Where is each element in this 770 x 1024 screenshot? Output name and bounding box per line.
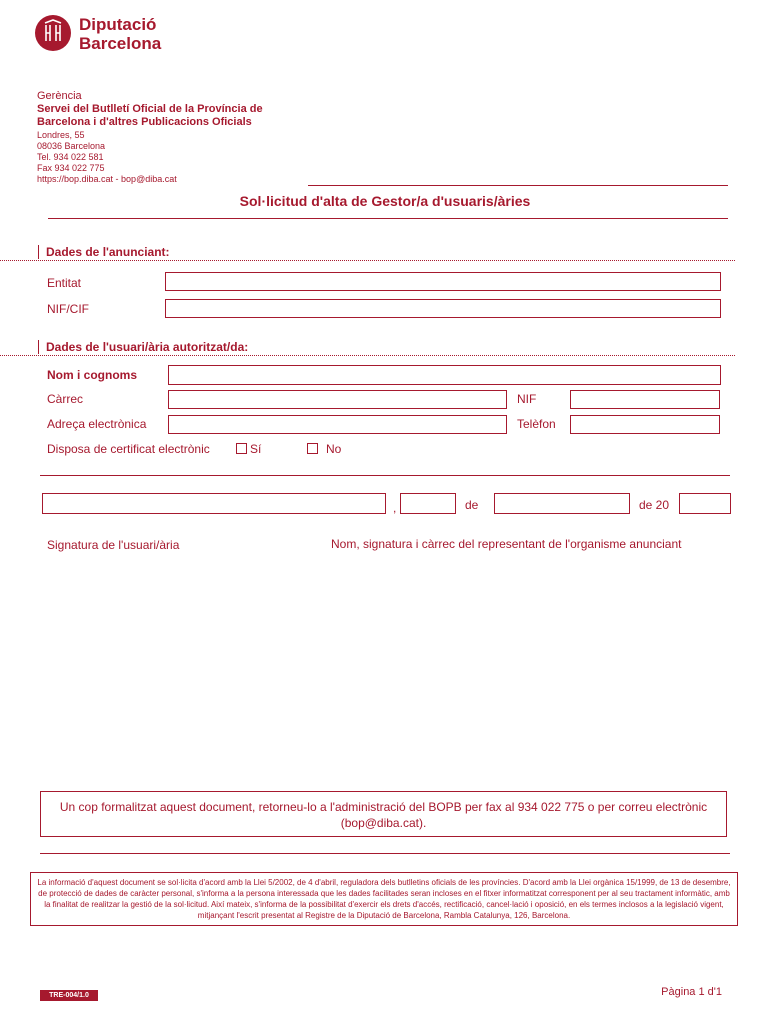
name-label: Nom i cognoms — [47, 368, 138, 382]
tel: Tel. 934 022 581 — [37, 152, 104, 162]
place-field[interactable] — [42, 493, 386, 514]
brand-name — [79, 15, 161, 53]
address: Londres, 55 — [37, 130, 85, 140]
certificate-no-label: No — [326, 442, 342, 456]
date-de20-label: de 20 — [639, 498, 670, 512]
postcode: 08036 Barcelona — [37, 141, 106, 151]
section-announcer-rule — [0, 260, 735, 261]
month-field[interactable] — [494, 493, 630, 514]
dept-name: Gerència — [37, 90, 82, 102]
section-announcer-heading: Dades de l'anunciant: — [38, 245, 170, 259]
entity-field[interactable] — [165, 272, 721, 291]
email-label: Adreça electrònica — [47, 417, 147, 431]
section-user-rule — [0, 355, 735, 356]
legal-notice: La informació d'aquest document se sol·licita d'acord amb la Llei 5/2002, de 4 d'abril, reguladora dels butlletins oficials de les províncies. D'acord amb la Llei orgànica 15/1999, de 13 de desembre, de protecció de dades de caràcter personal, s'informa a la persona interessada que les dades facilitades seran incloses en el fitxer informatitzat corresponent per al seu tractament informàtic, amb la finalitat de realitzar la gestió de la sol·licitud. Així mateix, s'informa de la possibilitat d'exercir els drets d'accés, rectificació, cancel·lació i oposició, en els termes inclosos a la legislació vigent, mitjançant l'escrit presentat al Registre de la Diputació de Barcelona, Rambla Catalunya, 126, Barcelona. — [30, 872, 738, 926]
title-top-rule — [308, 185, 728, 186]
name-field[interactable] — [168, 365, 721, 385]
date-comma: , — [393, 501, 397, 515]
certificate-yes-label: Sí — [250, 442, 262, 456]
separator-rule — [40, 475, 730, 476]
nif-cif-field[interactable] — [165, 299, 721, 318]
brand-line1: Diputació — [79, 15, 157, 34]
brand-line2: Barcelona — [79, 34, 162, 53]
user-nif-field[interactable] — [570, 390, 720, 409]
service-line1: Servei del Butlletí Oficial de la Província de — [37, 103, 263, 115]
form-code-badge: TRE-004/1.0 — [40, 990, 98, 1001]
service-line2: Barcelona i d'altres Publicacions Oficials — [37, 116, 252, 128]
certificate-no-checkbox[interactable] — [307, 443, 318, 454]
phone-field[interactable] — [570, 415, 720, 434]
form-title: Sol·licitud d'alta de Gestor/a d'usuaris/àries — [239, 193, 531, 209]
user-nif-label: NIF — [517, 392, 537, 406]
return-notice: Un cop formalitzat aquest document, retorneu-lo a l'administració del BOPB per fax al 934 022 775 o per correu electrònic (bop@diba.cat). — [40, 791, 727, 837]
diputacio-logo-icon — [35, 15, 71, 51]
page-number: Pàgina 1 d'1 — [661, 986, 722, 998]
entity-label: Entitat — [47, 276, 82, 290]
web-contact: https://bop.diba.cat - bop@diba.cat — [37, 174, 177, 184]
section-user-heading: Dades de l'usuari/ària autoritzat/da: — [38, 340, 248, 354]
email-field[interactable] — [168, 415, 507, 434]
position-label: Càrrec — [47, 392, 84, 406]
day-field[interactable] — [400, 493, 456, 514]
title-bottom-rule — [48, 218, 728, 219]
year-field[interactable] — [679, 493, 731, 514]
position-field[interactable] — [168, 390, 507, 409]
certificate-label: Disposa de certificat electrònic — [47, 442, 210, 456]
rep-signature-label: Nom, signatura i càrrec del representant de l'organisme anunciant — [331, 537, 682, 551]
date-de-label: de — [465, 498, 479, 512]
certificate-yes-checkbox[interactable] — [236, 443, 247, 454]
nif-cif-label: NIF/CIF — [47, 302, 89, 316]
phone-label: Telèfon — [517, 417, 556, 431]
user-signature-label: Signatura de l'usuari/ària — [47, 538, 180, 552]
notice-rule — [40, 853, 730, 854]
fax: Fax 934 022 775 — [37, 163, 105, 173]
